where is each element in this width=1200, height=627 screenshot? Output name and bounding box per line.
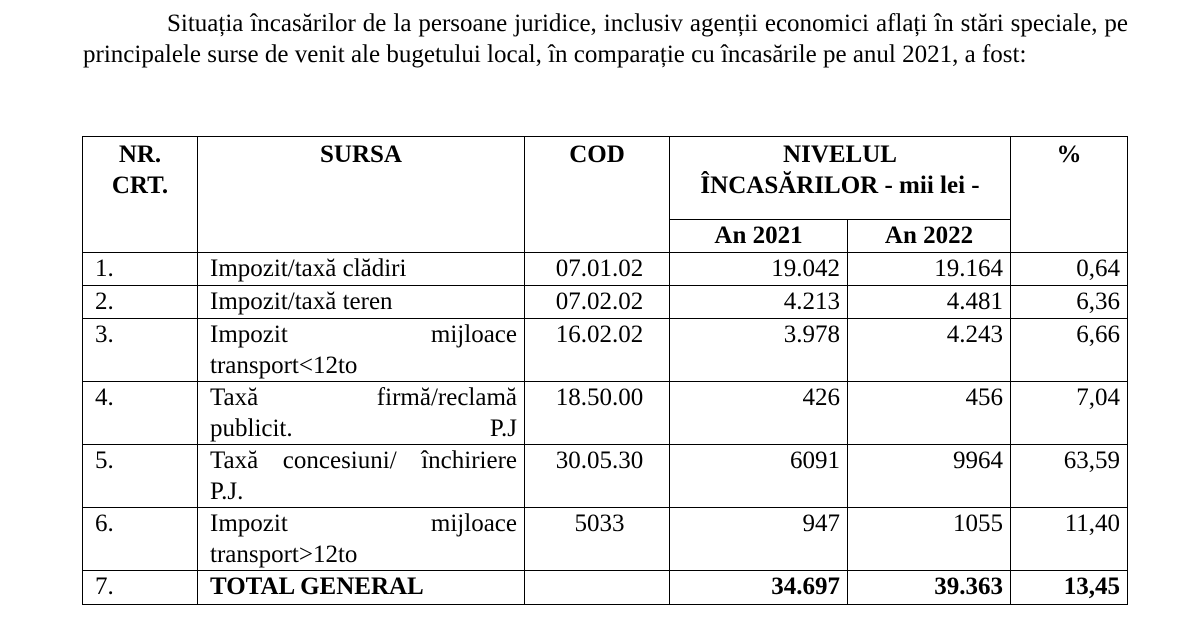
header-nr-line2: CRT. — [111, 172, 169, 199]
cell-cod: 07.02.02 — [525, 286, 670, 319]
header-an-2021: An 2021 — [670, 220, 848, 253]
cell-sursa-line2: transport>12to — [210, 541, 358, 568]
cell-percent: 63,59 — [1011, 445, 1128, 508]
cell-cod — [525, 571, 670, 605]
cell-an-2021: 6091 — [670, 445, 848, 508]
cell-sursa-line1: Impozit mijloace — [210, 510, 517, 537]
cell-an-2022: 4.481 — [848, 286, 1011, 319]
cell-percent: 0,64 — [1011, 253, 1128, 286]
table-row — [83, 508, 1128, 571]
cell-percent: 6,36 — [1011, 286, 1128, 319]
cell-sursa — [198, 286, 525, 319]
cell-sursa-line2: P.J. — [210, 478, 244, 505]
cell-an-2022: 19.164 — [848, 253, 1011, 286]
cell-percent: 11,40 — [1011, 508, 1128, 571]
header-percent: % — [1011, 137, 1128, 253]
cell-cod: 16.02.02 — [525, 319, 670, 382]
cell-percent-total: 13,45 — [1011, 571, 1128, 605]
cell-an-2021: 19.042 — [670, 253, 848, 286]
cell-sursa-total: TOTAL GENERAL — [198, 571, 525, 605]
cell-nr: 1. — [83, 253, 198, 286]
income-table — [82, 136, 1128, 605]
header-nivelul-line1: NIVELUL — [783, 141, 897, 168]
header-cod: COD — [525, 137, 670, 253]
cell-nr: 6. — [83, 508, 198, 571]
cell-sursa — [198, 382, 525, 445]
cell-sursa-line2: publicit. P.J — [210, 415, 517, 442]
cell-cod: 5033 — [525, 508, 670, 571]
header-nr-crt — [83, 137, 198, 253]
cell-an-2021: 947 — [670, 508, 848, 571]
cell-cod: 07.01.02 — [525, 253, 670, 286]
table-row — [83, 319, 1128, 382]
cell-an-2022: 4.243 — [848, 319, 1011, 382]
header-nr-line1: NR. — [118, 141, 162, 168]
cell-sursa-line1: Taxă firmă/reclamă — [210, 384, 517, 411]
header-an-2022: An 2022 — [848, 220, 1011, 253]
cell-sursa — [198, 445, 525, 508]
table-row — [83, 445, 1128, 508]
cell-percent: 6,66 — [1011, 319, 1128, 382]
intro-paragraph: Situația încasărilor de la persoane juridice, inclusiv agenții economici aflați în stări speciale, pe principalele surse de venit ale bugetului local, în comparație cu încasările pe anul 2021, a fost: — [83, 10, 1128, 68]
cell-an-2021-total: 34.697 — [670, 571, 848, 605]
cell-sursa — [198, 253, 525, 286]
table-row — [83, 286, 1128, 319]
header-nivelul — [670, 137, 1011, 220]
cell-nr: 4. — [83, 382, 198, 445]
cell-an-2021: 426 — [670, 382, 848, 445]
cell-sursa-text: Impozit/taxă teren — [210, 288, 393, 315]
cell-an-2022: 1055 — [848, 508, 1011, 571]
cell-nr: 7. — [83, 571, 198, 605]
cell-sursa — [198, 319, 525, 382]
cell-an-2022: 9964 — [848, 445, 1011, 508]
table-row-total — [83, 571, 1128, 605]
cell-nr: 2. — [83, 286, 198, 319]
cell-sursa-line1: Impozit mijloace — [210, 321, 517, 348]
cell-an-2021: 3.978 — [670, 319, 848, 382]
header-nivelul-line2: ÎNCASĂRILOR - mii lei - — [700, 172, 980, 199]
header-sursa: SURSA — [198, 137, 525, 253]
cell-cod: 30.05.30 — [525, 445, 670, 508]
cell-cod: 18.50.00 — [525, 382, 670, 445]
cell-nr: 3. — [83, 319, 198, 382]
cell-an-2022: 456 — [848, 382, 1011, 445]
cell-sursa-line1: Taxă concesiuni/ închiriere — [210, 447, 517, 474]
cell-percent: 7,04 — [1011, 382, 1128, 445]
cell-an-2021: 4.213 — [670, 286, 848, 319]
cell-sursa-text: Impozit/taxă clădiri — [210, 255, 407, 282]
cell-sursa-line2: transport<12to — [210, 352, 358, 379]
cell-sursa — [198, 508, 525, 571]
cell-nr: 5. — [83, 445, 198, 508]
cell-an-2022-total: 39.363 — [848, 571, 1011, 605]
table-row — [83, 253, 1128, 286]
table-row — [83, 382, 1128, 445]
